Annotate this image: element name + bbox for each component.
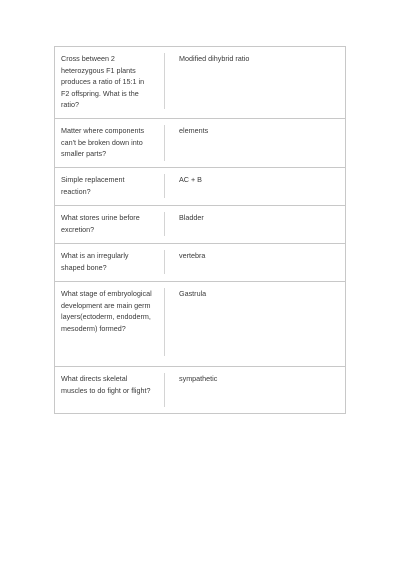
flashcard-row	[55, 244, 345, 282]
card-term: Simple replacement reaction?	[61, 175, 125, 196]
flashcard-row	[55, 168, 345, 206]
card-definition: AC + B	[179, 175, 202, 184]
row-divider	[164, 53, 165, 109]
card-definition: elements	[179, 126, 209, 135]
card-term: What stage of embryological development are main germ layers(ectoderm, endoderm, mesoderm) formed?	[61, 289, 152, 333]
card-term: Matter where components can't be broken down into smaller parts?	[61, 126, 145, 159]
row-divider	[164, 373, 165, 407]
card-definition: sympathetic	[179, 374, 218, 383]
card-term: Cross between 2 heterozygous F1 plants produces a ratio of 15:1 in F2 offspring. What is the ratio?	[61, 54, 145, 110]
row-divider	[164, 288, 165, 356]
flashcard-table	[54, 46, 346, 414]
flashcard-row	[55, 206, 345, 244]
flashcard-row	[55, 282, 345, 367]
card-definition: Modified dihybrid ratio	[179, 54, 250, 63]
row-divider	[164, 250, 165, 274]
row-divider	[164, 174, 165, 198]
card-term: What directs skeletal muscles to do fight or flight?	[61, 374, 151, 395]
row-divider	[164, 212, 165, 236]
card-term: What is an irregularly shaped bone?	[61, 251, 129, 272]
row-divider	[164, 125, 165, 161]
flashcard-row	[55, 119, 345, 168]
card-definition: vertebra	[179, 251, 206, 260]
card-definition: Bladder	[179, 213, 204, 222]
flashcard-row	[55, 47, 345, 119]
card-definition: Gastrula	[179, 289, 207, 298]
flashcard-row	[55, 367, 345, 413]
card-term: What stores urine before excretion?	[61, 213, 140, 234]
